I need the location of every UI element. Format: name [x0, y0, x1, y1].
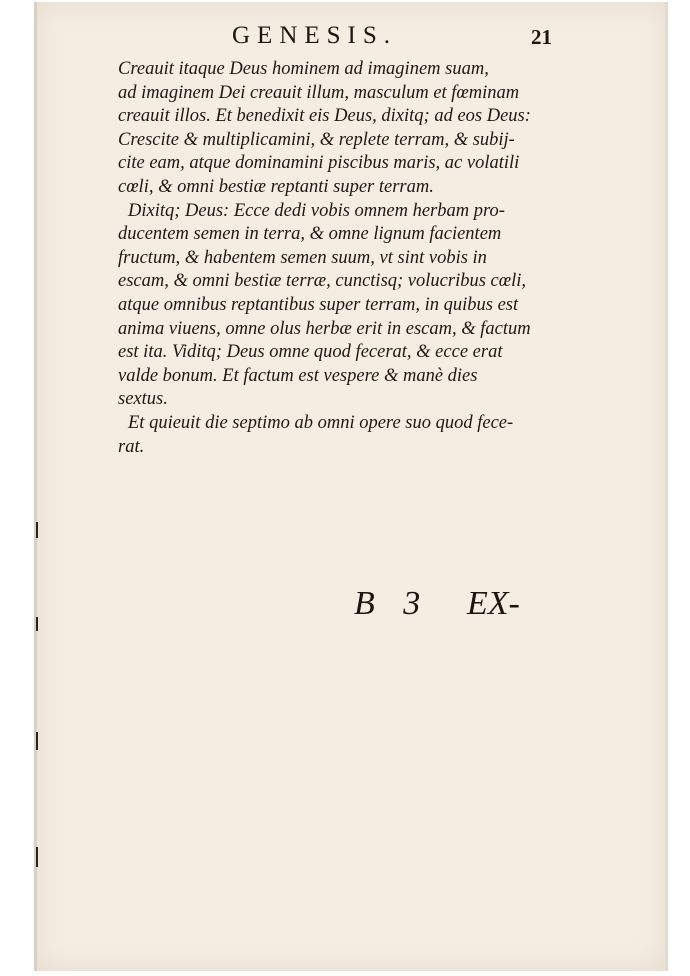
text-line: cœli, & omni bestiæ reptanti super terram.: [118, 176, 434, 197]
text-line: atque omnibus reptantibus super terram, in quibus est: [118, 294, 519, 315]
binding-mark: [36, 522, 38, 538]
text-line: ducentem semen in terra, & omne lignum facientem: [118, 224, 502, 245]
text-line: Creauit itaque Deus hominem ad imaginem suam,: [118, 59, 489, 79]
text-line: anima viuens, omne olus herbæ erit in escam, & factum: [118, 318, 531, 339]
text-block: [118, 58, 568, 459]
text-line: fructum, & habentem semen suum, vt sint vobis in: [118, 247, 487, 268]
text-line: creauit illos. Et benedixit eis Deus, dixitq; ad eos Deus:: [118, 106, 531, 127]
text-line: Crescite & multiplicamini, & replete terram, & subij-: [118, 129, 515, 150]
binding-mark: [36, 617, 38, 631]
text-line: Et quieuit die septimo ab omni opere suo quod fece-: [128, 412, 514, 433]
text-line: est ita. Viditq; Deus omne quod fecerat, & ecce erat: [118, 342, 503, 363]
catchline: [34, 585, 668, 629]
text-line: escam, & omni bestiæ terræ, cunctisq; volucribus cœli,: [118, 271, 526, 292]
text-line: cite eam, atque dominamini piscibus maris, ac volatili: [118, 153, 520, 174]
binding-mark: [36, 847, 38, 867]
binding-mark: [36, 732, 38, 750]
page-number: 21: [531, 25, 552, 49]
running-head: [34, 22, 668, 56]
book-page: [34, 2, 668, 971]
text-line: sextus.: [118, 389, 168, 410]
text-line: valde bonum. Et factum est vespere & manè dies: [118, 365, 478, 386]
text-line: Dixitq; Deus: Ecce dedi vobis omnem herbam pro-: [128, 200, 505, 221]
page-outer-edge: [665, 2, 668, 971]
page-gutter-edge: [34, 2, 37, 971]
text-line: ad imaginem Dei creauit illum, masculum et fœminam: [118, 82, 520, 103]
running-title: GENESIS.: [232, 22, 398, 49]
catchword: EX-: [467, 585, 520, 622]
text-line: rat.: [118, 436, 145, 457]
signature-mark: B 3: [354, 585, 431, 622]
